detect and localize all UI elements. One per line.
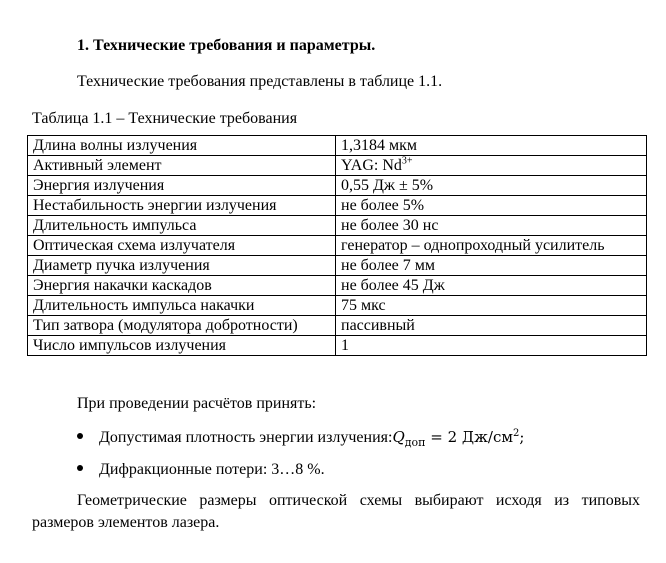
formula-value: = 2 Дж/см [425, 428, 514, 446]
bullet-icon [77, 465, 83, 471]
losses-text: Дифракционные потери: 3…8 %. [99, 461, 325, 478]
param-cell: Длительность импульса накачки [28, 296, 336, 316]
table-row [28, 156, 647, 176]
value-superscript: 3+ [401, 155, 413, 167]
param-cell: Тип затвора (модулятора добротности) [28, 316, 336, 336]
param-cell: Активный элемент [28, 156, 336, 176]
param-cell: Длина волны излучения [28, 136, 336, 156]
value-cell: 1,3184 мкм [336, 136, 647, 156]
table-row [28, 296, 647, 316]
value-cell: 75 мкс [336, 296, 647, 316]
formula-superscript: 2 [513, 428, 520, 439]
value-cell [336, 156, 647, 176]
requirements-table [27, 135, 647, 356]
section-heading: 1. Технические требования и параметры. [77, 37, 376, 54]
value-cell: не более 5% [336, 196, 647, 216]
formula-symbol: Q [392, 428, 405, 446]
table-row [28, 136, 647, 156]
formula-end: ; [519, 428, 525, 446]
param-cell: Энергия излучения [28, 176, 336, 196]
value-cell: не более 30 нс [336, 216, 647, 236]
param-cell: Длительность импульса [28, 216, 336, 236]
table-caption: Таблица 1.1 – Технические требования [32, 110, 298, 127]
calc-intro: При проведении расчётов принять: [77, 395, 317, 412]
intro-paragraph: Технические требования представлены в таблице 1.1. [77, 73, 443, 90]
table-row [28, 216, 647, 236]
table-row [28, 336, 647, 356]
density-formula [392, 428, 525, 449]
value-text: YAG: Nd [341, 156, 402, 174]
table-row [28, 276, 647, 296]
table-row [28, 256, 647, 276]
param-cell: Число импульсов излучения [28, 336, 336, 356]
param-cell: Энергия накачки каскадов [28, 276, 336, 296]
density-text: Допустимая плотность энергии излучения: [99, 429, 393, 446]
value-cell: не более 7 мм [336, 256, 647, 276]
table-row [28, 176, 647, 196]
value-cell: пассивный [336, 316, 647, 336]
param-cell: Диаметр пучка излучения [28, 256, 336, 276]
value-cell: 0,55 Дж ± 5% [336, 176, 647, 196]
table-row [28, 196, 647, 216]
table-row [28, 316, 647, 336]
param-cell: Оптическая схема излучателя [28, 236, 336, 256]
value-cell: генератор – однопроходный усилитель [336, 236, 647, 256]
closing-paragraph: Геометрические размеры оптической схемы выбирают исходя из типовых размеров элементов лазера. [32, 492, 640, 531]
list-item [77, 428, 524, 447]
value-cell: 1 [336, 336, 647, 356]
param-cell: Нестабильность энергии излучения [28, 196, 336, 216]
list-item [77, 461, 325, 479]
value-cell: не более 45 Дж [336, 276, 647, 296]
bullet-icon [77, 433, 83, 439]
formula-subscript: доп [404, 436, 426, 449]
table-row [28, 236, 647, 256]
